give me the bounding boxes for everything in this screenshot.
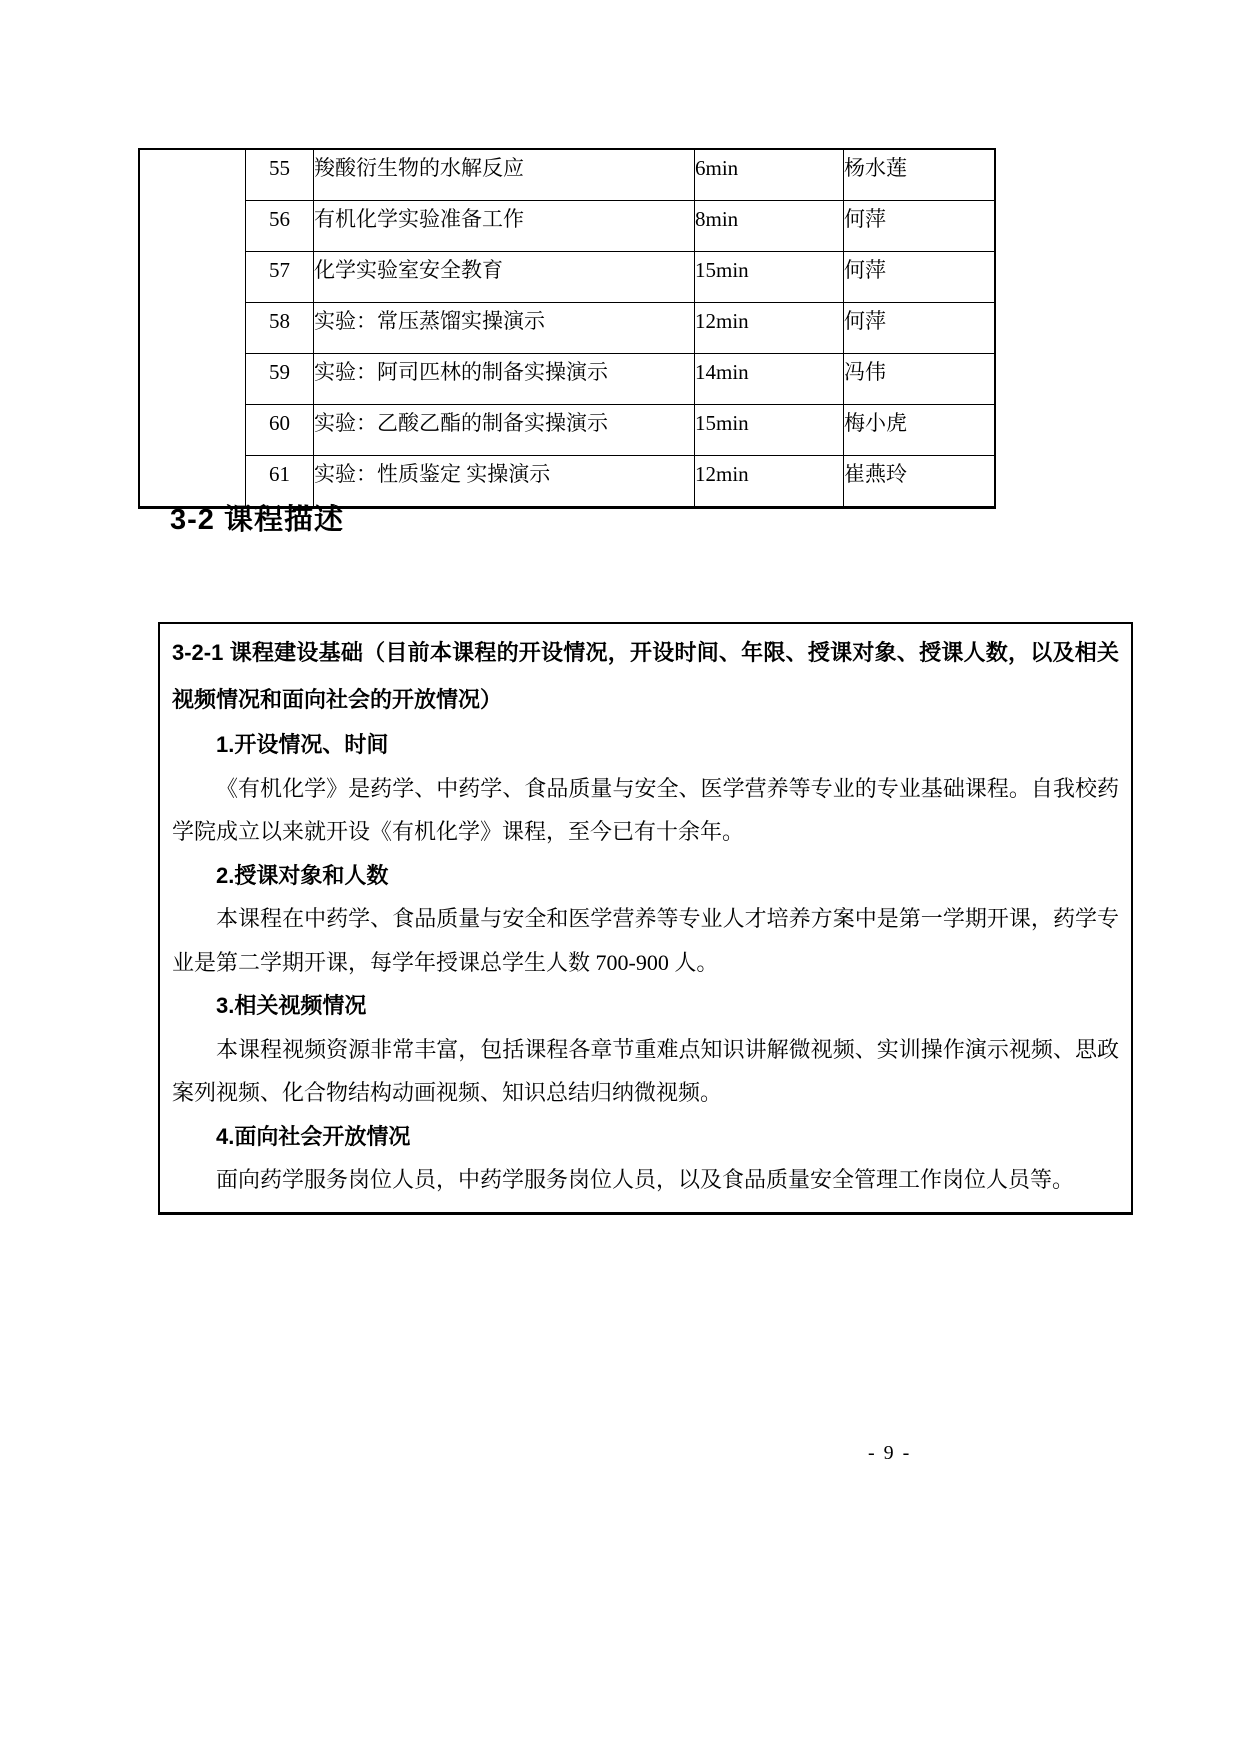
cell-duration: 15min [695, 252, 844, 303]
cell-person: 崔燕玲 [844, 456, 996, 508]
subsection-heading-3: 3.相关视频情况 [216, 993, 367, 1018]
cell-title: 实验：性质鉴定 实操演示 [314, 456, 695, 508]
table-row [139, 149, 995, 201]
table-row [139, 201, 995, 252]
subsection-heading-4: 4.面向社会开放情况 [216, 1123, 411, 1149]
subsection-heading-1: 1.开设情况、时间 [216, 732, 389, 757]
cell-person: 何萍 [844, 303, 996, 354]
section-heading: 3-2 课程描述 [170, 504, 344, 536]
box-title: 3-2-1 课程建设基础（目前本课程的开设情况，开设时间、年限、授课对象、授课人数，以及相关视频情况和面向社会的开放情况） [172, 640, 1119, 712]
cell-no: 59 [246, 354, 314, 405]
table-row [139, 252, 995, 303]
subsection-body-3: 本课程视频资源非常丰富，包括课程各章节重难点知识讲解微视频、实训操作演示视频、思政案列视频、化合物结构动画视频、知识总结归纳微视频。 [172, 1036, 1119, 1105]
subsection-heading-2: 2.授课对象和人数 [216, 862, 389, 888]
course-description-box [158, 622, 1133, 1215]
cell-person: 何萍 [844, 201, 996, 252]
cell-title: 化学实验室安全教育 [314, 252, 695, 303]
cell-person: 何萍 [844, 252, 996, 303]
cell-duration: 15min [695, 405, 844, 456]
subsection-body-2: 本课程在中药学、食品质量与安全和医学营养等专业人才培养方案中是第一学期开课，药学专业是第二学期开课，每学年授课总学生人数 700-900 人。 [172, 906, 1119, 975]
cell-title: 实验：乙酸乙酯的制备实操演示 [314, 405, 695, 456]
cell-duration: 12min [695, 303, 844, 354]
cell-no: 55 [246, 149, 314, 201]
cell-duration: 6min [695, 149, 844, 201]
cell-duration: 8min [695, 201, 844, 252]
cell-title: 实验：阿司匹林的制备实操演示 [314, 354, 695, 405]
page-number: - 9 - [868, 1442, 912, 1464]
cell-title: 有机化学实验准备工作 [314, 201, 695, 252]
subsection-body-1: 《有机化学》是药学、中药学、食品质量与安全、医学营养等专业的专业基础课程。自我校药学院成立以来就开设《有机化学》课程，至今已有十余年。 [172, 775, 1119, 844]
cell-person: 冯伟 [844, 354, 996, 405]
cell-no: 56 [246, 201, 314, 252]
cell-title: 羧酸衍生物的水解反应 [314, 149, 695, 201]
cell-title: 实验：常压蒸馏实操演示 [314, 303, 695, 354]
video-list-table [138, 148, 996, 509]
cell-duration: 14min [695, 354, 844, 405]
cell-person: 梅小虎 [844, 405, 996, 456]
table-row [139, 303, 995, 354]
cell-no: 60 [246, 405, 314, 456]
subsection-body-4: 面向药学服务岗位人员，中药学服务岗位人员，以及食品质量安全管理工作岗位人员等。 [216, 1167, 1075, 1192]
table-row [139, 405, 995, 456]
cell-person: 杨水莲 [844, 149, 996, 201]
table-empty-cell [139, 149, 246, 508]
table-row [139, 354, 995, 405]
cell-duration: 12min [695, 456, 844, 508]
cell-no: 58 [246, 303, 314, 354]
cell-no: 57 [246, 252, 314, 303]
cell-no: 61 [246, 456, 314, 508]
